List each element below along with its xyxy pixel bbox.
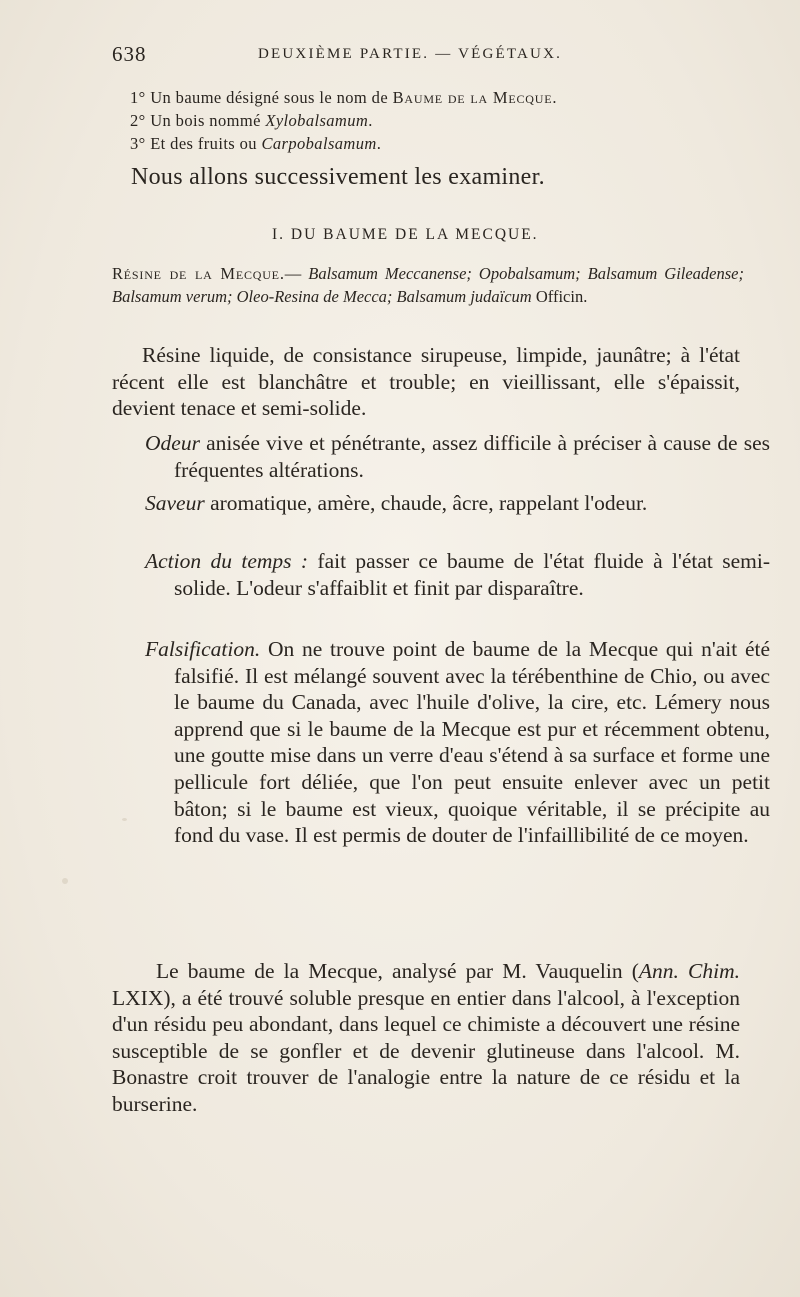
citation: Ann. Chim.: [638, 959, 740, 983]
analysis-text: LXIX), a été trouvé soluble presque en entier dans l'alcool, à l'exception d'un résidu peu abondant, dans lequel ce chimiste a découvert une résine susceptible de se gonfler et de devenir glutineuse dans l'alcool. M. Bonastre croit trouver de l'analogie entre la nature de ce résidu et la burserine.: [112, 985, 740, 1116]
property-label: Saveur: [145, 491, 205, 515]
synonyms-names: Balsamum Meccanense; Opobalsamum; Balsamum Gileadense; Balsamum verum; Oleo-Resina de Mecca; Balsamum judaïcum: [112, 264, 744, 306]
property-text: On ne trouve point de baume de la Mecque qui n'ait été falsifié. Il est mélangé souvent avec la térébenthine de Chio, ou avec le baume du Canada, avec l'huile d'olive, la cire, etc. Lémery nous apprend que si le baume de la Mecque est pur et récemment obtenu, une goutte mise dans un verre d'eau s'étend à sa surface et forme une pellicule fort déliée, que l'on peut ensuite enlever avec un petit bâton; si le baume est vieux, quoique véritable, il se précipite au fond du vase. Il est permis de douter de l'infaillibilité de ce moyen.: [174, 637, 770, 848]
property-label: Falsification.: [145, 637, 261, 661]
intro-sentence: Nous allons successivement les examiner.: [131, 164, 545, 190]
synonyms-paragraph: [112, 262, 744, 308]
paper-stain: [62, 878, 68, 884]
page-number: 638: [112, 42, 147, 66]
item-number: 1°: [130, 88, 146, 107]
description-paragraph: Résine liquide, de consistance sirupeuse, limpide, jaunâtre; à l'état récent elle est blanchâtre et trouble; en vieillissant, elle s'épaissit, devient tenace et semi-solide.: [112, 343, 740, 421]
property-text: anisée vive et pénétrante, assez difficile à préciser à cause de ses fréquentes altérations.: [174, 431, 770, 482]
enumeration-item: [130, 111, 373, 131]
item-end: .: [552, 88, 557, 107]
property-label: Odeur: [145, 431, 200, 455]
item-number: 3°: [130, 134, 146, 153]
item-term: Baume de la Mecque: [392, 88, 553, 107]
property-saveur: [145, 490, 770, 517]
property-text: aromatique, amère, chaude, âcre, rappelant l'odeur.: [210, 491, 648, 515]
property-odeur: [145, 430, 770, 483]
analysis-paragraph: [112, 958, 740, 1118]
enumeration-item: [130, 88, 557, 108]
synonyms-dash: —: [284, 264, 302, 283]
paper-stain: [122, 818, 127, 821]
page-header: [112, 42, 752, 72]
property-action-du-temps: [145, 548, 770, 601]
item-text: Et des fruits ou: [150, 134, 257, 153]
analysis-text: Le baume de la Mecque, analysé par M. Vauquelin (: [156, 959, 639, 983]
synonyms-tail: Officin.: [535, 287, 588, 306]
property-falsification: [145, 636, 770, 849]
section-title: I. DU BAUME DE LA MECQUE.: [272, 226, 539, 243]
synonyms-lead: Résine de la Mecque.: [112, 264, 285, 283]
property-text: fait passer ce baume de l'état fluide à l'état semi-solide. L'odeur s'affaiblit et finit par disparaître.: [174, 549, 770, 600]
item-end: .: [376, 134, 382, 153]
running-head: DEUXIÈME PARTIE. — VÉGÉTAUX.: [258, 46, 563, 62]
item-end: .: [368, 111, 373, 130]
item-text: Un bois nommé: [150, 111, 261, 130]
item-number: 2°: [130, 111, 146, 130]
enumeration-item: [130, 134, 381, 154]
item-text: Un baume désigné sous le nom de: [150, 88, 389, 107]
item-term: Xylobalsamum: [265, 111, 369, 130]
item-term: Carpobalsamum: [261, 134, 377, 153]
property-label: Action du temps :: [145, 549, 309, 573]
